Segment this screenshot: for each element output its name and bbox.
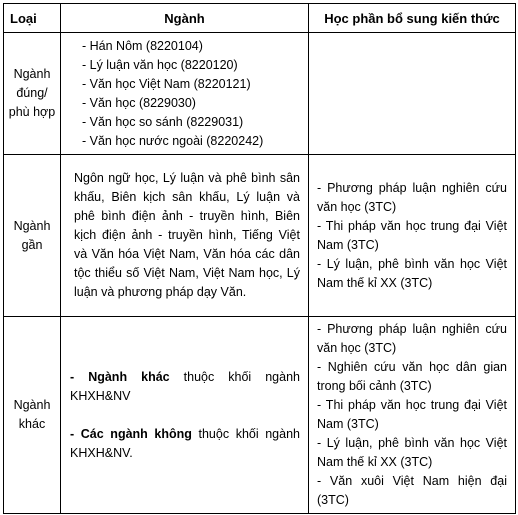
list-item: - Thi pháp văn học trung đại Việt Nam (3TC): [317, 218, 507, 252]
nganh-bold-label: - Ngành khác: [70, 369, 170, 384]
hoc-phan-cell: [309, 317, 516, 514]
nganh-cell: [61, 317, 309, 514]
header-row: [4, 4, 516, 33]
list-item: - Thi pháp văn học trung đại Việt Nam (3TC): [317, 398, 507, 431]
list-item: - Văn học Việt Nam (8220121): [82, 76, 251, 91]
nganh-bold-label: - Các ngành không: [70, 426, 192, 441]
list-item: - Lý luận, phê bình văn học Việt Nam thế kỉ XX (3TC): [317, 436, 507, 469]
nganh-cell: [61, 33, 309, 155]
table-row: [4, 317, 516, 514]
list-item: - Phương pháp luận nghiên cứu văn học (3TC): [317, 180, 507, 214]
list-item: - Lý luận văn học (8220120): [82, 57, 238, 72]
header-loai: Loại: [4, 4, 61, 33]
curriculum-table: [3, 3, 516, 514]
list-item: - Văn học so sánh (8229031): [82, 114, 244, 129]
list-item: - Văn xuôi Việt Nam hiện đại (3TC): [317, 474, 507, 507]
table-row: [4, 155, 516, 317]
list-item: - Phương pháp luận nghiên cứu văn học (3TC): [317, 322, 507, 355]
nganh-cell: [61, 155, 309, 317]
list-item: - Lý luận, phê bình văn học Việt Nam thế kỉ XX (3TC): [317, 256, 507, 290]
header-nganh: Ngành: [61, 4, 309, 33]
nganh-text: Ngôn ngữ học, Lý luận và phê bình sân khấu, Biên kịch sân khấu, Lý luận và phê bình điện ảnh - truyền hình, Biên kịch điện ảnh - truyền hình, Tiếng Việt và Văn hóa Việt Nam, Văn hóa các dân tộc thiểu số Việt Nam, Việt Nam học, Lý luận và phương pháp dạy Văn.: [74, 171, 300, 299]
nganh-rest-text: thuộc khối ngành KHXH&NV: [70, 369, 300, 403]
list-item: - Văn học (8229030): [82, 95, 196, 110]
list-item: - Văn học nước ngoài (8220242): [82, 133, 264, 148]
nganh-paragraph: [70, 425, 300, 463]
hoc-phan-cell: [309, 155, 516, 317]
list-item: - Nghiên cứu văn học dân gian trong bối cảnh (3TC): [317, 360, 507, 393]
loai-cell: Ngành gần: [4, 155, 61, 317]
list-item: - Hán Nôm (8220104): [82, 38, 203, 53]
header-hoc-phan: Học phần bổ sung kiến thức: [309, 4, 516, 33]
hoc-phan-cell: [309, 33, 516, 155]
loai-cell: Ngành đúng/ phù hợp: [4, 33, 61, 155]
nganh-rest-text: thuộc khối ngành KHXH&NV.: [70, 426, 300, 460]
loai-cell: Ngành khác: [4, 317, 61, 514]
nganh-paragraph: [70, 368, 300, 406]
nganh-list: [70, 37, 300, 151]
table-row: [4, 33, 516, 155]
